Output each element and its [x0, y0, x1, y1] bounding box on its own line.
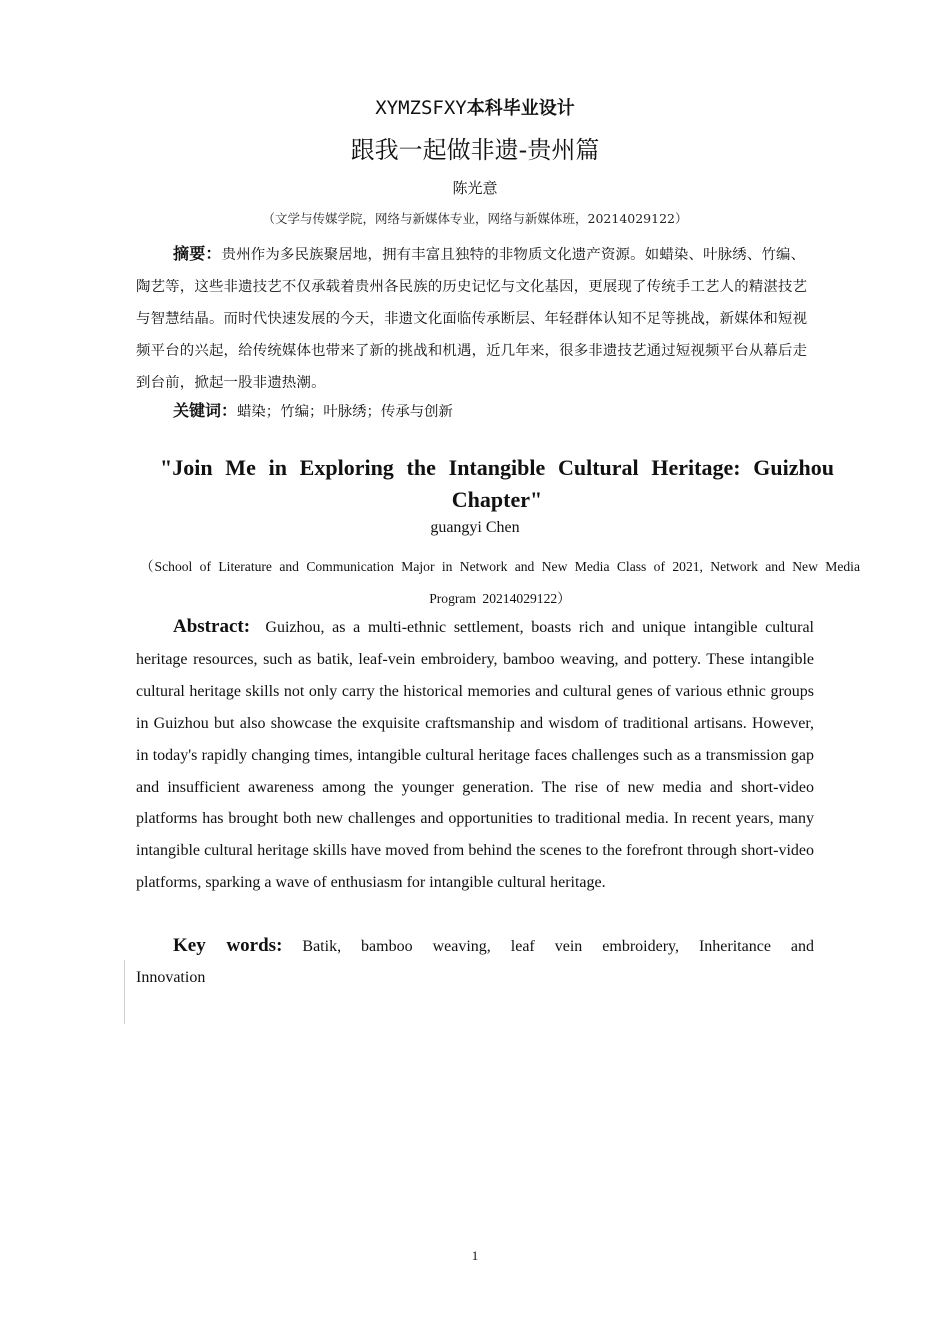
english-keywords — [136, 930, 814, 993]
running-header — [0, 94, 950, 120]
english-abstract — [136, 611, 814, 899]
english-keywords-label: Key words: — [173, 935, 283, 956]
english-abstract-text: Guizhou, as a multi-ethnic settlement, boasts rich and unique intangible cultural heritage resources, such as batik, leaf-vein embroidery, bamboo weaving, and pottery. These intangible cultural heritage skills not only carry the historical memories and cultural genes of various ethnic groups in Guizhou but also showcase the exquisite craftsmanship and wisdom of traditional artisans. However, in today's rapidly changing times, intangible cultural heritage faces challenges such as a transmission gap and insufficient awareness among the younger generation. The rise of new media and short-video platforms has brought both new challenges and opportunities to traditional media. In recent years, many intangible cultural heritage skills have moved from behind the scenes to the forefront through short-video platforms, sparking a wave of enthusiasm for intangible cultural heritage. — [136, 619, 815, 892]
chinese-abstract-text: 贵州作为多民族聚居地，拥有丰富且独特的非物质文化遗产资源。如蜡染、叶脉绣、竹编、陶艺等，这些非遗技艺不仅承载着贵州各民族的历史记忆与文化基因，更展现了传统手工艺人的精湛技艺与智慧结晶。而时代快速发展的今天，非遗文化面临传承断层、年轻群体认知不足等挑战，新媒体和短视频平台的兴起，给传统媒体也带来了新的挑战和机遇，近几年来，很多非遗技艺通过短视频平台从幕后走到台前，掀起一股非遗热潮。 — [136, 247, 808, 391]
english-keywords-text: Batik, bamboo weaving, leaf vein embroidery, Inheritance and Innovation — [136, 938, 815, 986]
english-abstract-label: Abstract: — [173, 616, 251, 637]
english-title: "Join Me in Exploring the Intangible Cultural Heritage: Guizhou Chapter" — [160, 455, 834, 512]
page-number: 1 — [471, 1248, 479, 1263]
chinese-affiliation: （文学与传媒学院，网络与新媒体专业，网络与新媒体班，20214029122） — [262, 211, 688, 226]
chinese-keywords-label: 关键词： — [173, 401, 238, 420]
header-thesis-label: 本科毕业设计 — [466, 98, 575, 119]
chinese-keywords — [136, 398, 816, 425]
english-affiliation: （School of Literature and Communication Major in Network and New Media Class of 2021, Network and New Media Program 20214029122） — [140, 559, 860, 606]
chinese-keywords-text: 蜡染；竹编；叶脉绣；传承与创新 — [237, 404, 453, 420]
header-code: XYMZSFXY — [375, 97, 467, 119]
chinese-abstract — [136, 238, 816, 399]
chinese-title: 跟我一起做非遗-贵州篇 — [350, 136, 600, 164]
chinese-author: 陈光意 — [452, 179, 498, 197]
chinese-abstract-label: 摘要： — [173, 244, 222, 263]
english-author: guangyi Chen — [430, 519, 520, 536]
margin-change-bar — [124, 960, 125, 1024]
